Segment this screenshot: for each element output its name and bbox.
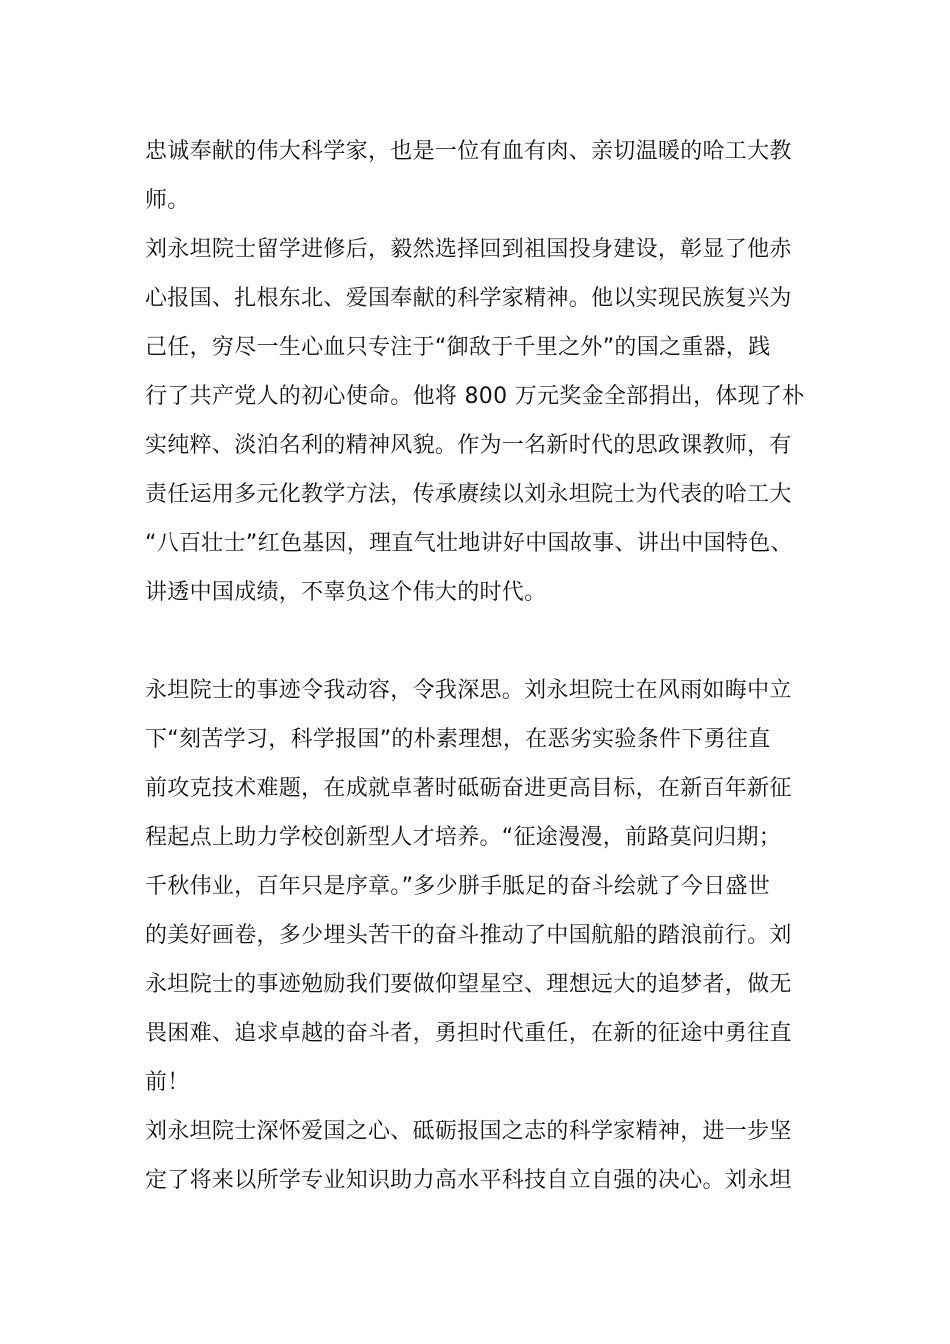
- text-line: 程起点上助力学校创新型人才培养。“征途漫漫，前路莫问归期；: [145, 825, 782, 850]
- text-line: 师。: [145, 188, 190, 213]
- paragraph-block-1: [145, 127, 835, 617]
- text-line: 永坦院士的事迹令我动容，令我深思。刘永坦院士在风雨如晦中立: [145, 678, 792, 703]
- text-line: 前！: [145, 1070, 190, 1095]
- text-line: 定了将来以所学专业知识助力高水平科技自立自强的决心。刘永坦: [145, 1168, 792, 1193]
- text-line: 下“刻苦学习，科学报国”的朴素理想，在恶劣实验条件下勇往直: [145, 727, 771, 752]
- text-line: 畏困难、追求卓越的奋斗者，勇担时代重任，在新的征途中勇往直: [145, 1021, 792, 1046]
- text-line: 千秋伟业，百年只是序章。”多少胼手胝足的奋斗绘就了今日盛世: [145, 874, 771, 899]
- text-line: 永坦院士的事迹勉励我们要做仰望星空、理想远大的追梦者，做无: [145, 972, 792, 997]
- text-line: “八百壮士”红色基因，理直气壮地讲好中国故事、讲出中国特色、: [145, 531, 793, 556]
- text-line: 忠诚奉献的伟大科学家，也是一位有血有肉、亲切温暖的哈工大教: [145, 139, 792, 164]
- text-line: 心报国、扎根东北、爱国奉献的科学家精神。他以实现民族复兴为: [145, 286, 792, 311]
- text-line: 刘永坦院士留学进修后，毅然选择回到祖国投身建设，彰显了他赤: [145, 237, 792, 262]
- text-line: 的美好画卷，多少埋头苦干的奋斗推动了中国航船的踏浪前行。刘: [145, 923, 792, 948]
- text-line: 实纯粹、淡泊名利的精神风貌。作为一名新时代的思政课教师，有: [145, 433, 792, 458]
- text-line: 责任运用多元化教学方法，传承赓续以刘永坦院士为代表的哈工大: [145, 482, 792, 507]
- text-line: 讲透中国成绩，不辜负这个伟大的时代。: [145, 580, 547, 605]
- text-line: 刘永坦院士深怀爱国之心、砥砺报国之志的科学家精神，进一步坚: [145, 1119, 792, 1144]
- text-line: 前攻克技术难题，在成就卓著时砥砺奋进更高目标，在新百年新征: [145, 776, 792, 801]
- paragraph-block-2: [145, 666, 835, 1205]
- text-line: 行了共产党人的初心使命。他将 800 万元奖金全部捐出，体现了朴: [145, 384, 805, 409]
- text-line: 己任，穷尽一生心血只专注于“御敌于千里之外”的国之重器，践: [145, 335, 771, 360]
